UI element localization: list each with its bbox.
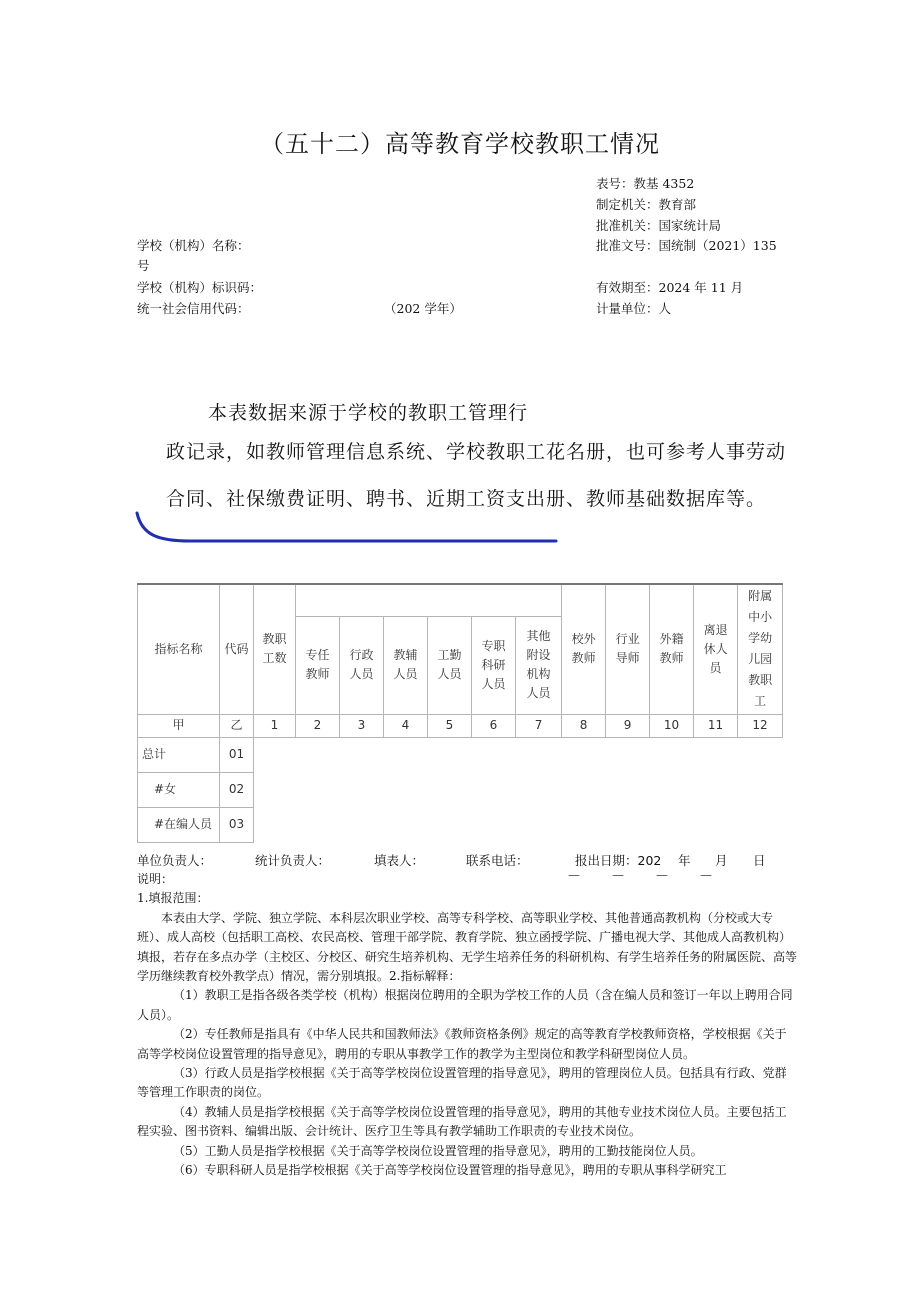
notes-def-admin: （3）行政人员是指学校根据《关于高等学校岗位设置管理的指导意见》，聘用的管理岗位人员。包括具有行政、党群等管理工作职责的岗位。 xyxy=(137,1066,787,1100)
dash-foreign: — xyxy=(656,867,668,882)
school-name-label: 学校（机构）名称： xyxy=(137,238,250,253)
approval-number: 批准文号：国统制（2021）135 xyxy=(596,238,777,253)
month-label: 月 xyxy=(715,853,728,868)
approving-authority: 批准机关：国家统计局 xyxy=(596,218,722,233)
issuing-authority: 制定机关：教育部 xyxy=(596,197,697,212)
row-code: 03 xyxy=(220,807,254,842)
signature-line xyxy=(137,851,766,869)
measurement-unit: 计量单位：人 xyxy=(596,301,672,316)
underline-stroke xyxy=(130,505,570,550)
header-fulltime-teachers: 专任教师 xyxy=(296,616,340,714)
header-attached-school-staff: 附属中小学幼儿园教职工 xyxy=(738,584,783,714)
header-retired-staff: 离退休人员 xyxy=(694,584,738,714)
index-cell: 11 xyxy=(694,714,738,737)
index-cell: 3 xyxy=(340,714,384,737)
index-cell: 5 xyxy=(428,714,472,737)
notes-heading: 说明： xyxy=(137,872,174,886)
row-code: 01 xyxy=(220,737,254,772)
source-note-line-3: 合同、社保缴费证明、聘书、近期工资支出册、教师基础数据库等。 xyxy=(166,488,767,510)
notes-def-staff: （1）教职工是指各级各类学校（机构）根据岗位聘用的全职为学校工作的人员（含在编人员和签订一年以上聘用合同人员）。 xyxy=(137,988,793,1022)
instructions xyxy=(137,870,797,1181)
school-year: （202 学年） xyxy=(384,301,462,316)
school-id-label: 学校（机构）标识码： xyxy=(137,280,263,295)
index-cell: 4 xyxy=(384,714,428,737)
form-number: 表号：教基 4352 xyxy=(596,176,695,191)
year-label: 年 xyxy=(678,853,691,868)
notes-scope-heading: 1.填报范围： xyxy=(137,891,209,906)
row-label-female: #女 xyxy=(138,772,220,807)
index-cell: 2 xyxy=(296,714,340,737)
column-index-row xyxy=(138,714,783,737)
index-cell: 甲 xyxy=(138,714,220,737)
dash-industry: — xyxy=(612,867,624,882)
header-industry-mentors: 行业导师 xyxy=(606,584,650,714)
header-staff-total: 教职工数 xyxy=(254,584,296,714)
header-research-staff: 专职科研人员 xyxy=(472,616,516,714)
source-note-line-1: 本表数据来源于学校的教职工管理行 xyxy=(208,402,529,424)
filler-label: 填表人： xyxy=(374,853,425,868)
dash-external: — xyxy=(568,867,580,882)
notes-scope-text: 本表由大学、学院、独立学院、本科层次职业学校、高等专科学校、高等职业学校、其他普通高教机构（分校或大专班）、成人高校（包括职工高校、农民高校、管理干部学院、教育学院、独立函授学院、广播电视大学、其他成人高教机构）填报，若存在多点办学（主校区、分校区、研究生培养机构、无学生培养任务的科研机构、有学生培养任务的附属医院、高等学历继续教育校外教学点）情况，需分别填报。2.指标解释： xyxy=(137,910,798,984)
header-group-spacer xyxy=(296,584,562,616)
index-cell: 6 xyxy=(472,714,516,737)
page-title: （五十二）高等教育学校教职工情况 xyxy=(260,130,660,158)
header-admin-staff: 行政人员 xyxy=(340,616,384,714)
index-cell: 12 xyxy=(738,714,783,737)
phone-label: 联系电话： xyxy=(466,853,529,868)
stat-head-label: 统计负责人： xyxy=(255,853,331,868)
index-cell: 9 xyxy=(606,714,650,737)
valid-until: 有效期至：2024 年 11 月 xyxy=(596,280,744,295)
unit-head-label: 单位负责人： xyxy=(137,853,213,868)
notes-def-support: （4）教辅人员是指学校根据《关于高等学校岗位设置管理的指导意见》，聘用的其他专业技术岗位人员。主要包括工程实验、图书资料、编辑出版、会计统计、医疗卫生等具有教学辅助工作职责的专业技术岗位。 xyxy=(137,1104,787,1139)
index-cell: 7 xyxy=(516,714,562,737)
row-label-total: 总计 xyxy=(138,737,220,772)
index-cell: 8 xyxy=(562,714,606,737)
dash-retired: — xyxy=(700,867,712,882)
header-code: 代码 xyxy=(220,584,254,714)
index-cell: 乙 xyxy=(220,714,254,737)
row-label-on-staff: #在编人员 xyxy=(138,807,220,842)
header-foreign-teachers: 外籍教师 xyxy=(650,584,694,714)
header-indicator-name: 指标名称 xyxy=(138,584,220,714)
notes-def-workers: （5）工勤人员是指学校根据《关于高等学校岗位设置管理的指导意见》，聘用的工勤技能岗位人员。 xyxy=(173,1143,703,1158)
index-cell: 10 xyxy=(650,714,694,737)
source-note-line-2: 政记录，如教师管理信息系统、学校教职工花名册，也可参考人事劳动 xyxy=(166,441,787,463)
approval-number-cont: 号 xyxy=(137,258,150,273)
header-support-staff: 教辅人员 xyxy=(384,616,428,714)
header-workers: 工勤人员 xyxy=(428,616,472,714)
table-row xyxy=(138,737,783,772)
credit-code-label: 统一社会信用代码： xyxy=(137,301,250,316)
report-date-label: 报出日期：202 xyxy=(575,853,662,868)
index-cell: 1 xyxy=(254,714,296,737)
row-code: 02 xyxy=(220,772,254,807)
notes-def-fulltime: （2）专任教师是指具有《中华人民共和国教师法》《教师资格条例》规定的高等教育学校教师资格，学校根据《关于高等学校岗位设置管理的指导意见》，聘用的专职从事教学工作的教学为主型岗位和教学科研型岗位人员。 xyxy=(137,1027,787,1061)
notes-def-research: （6）专职科研人员是指学校根据《关于高等学校岗位设置管理的指导意见》，聘用的专职从事科学研究工 xyxy=(173,1163,727,1178)
header-external-teachers: 校外教师 xyxy=(562,584,606,714)
header-affiliate-staff: 其他附设机构人员 xyxy=(516,616,562,714)
day-label: 日 xyxy=(753,853,766,868)
